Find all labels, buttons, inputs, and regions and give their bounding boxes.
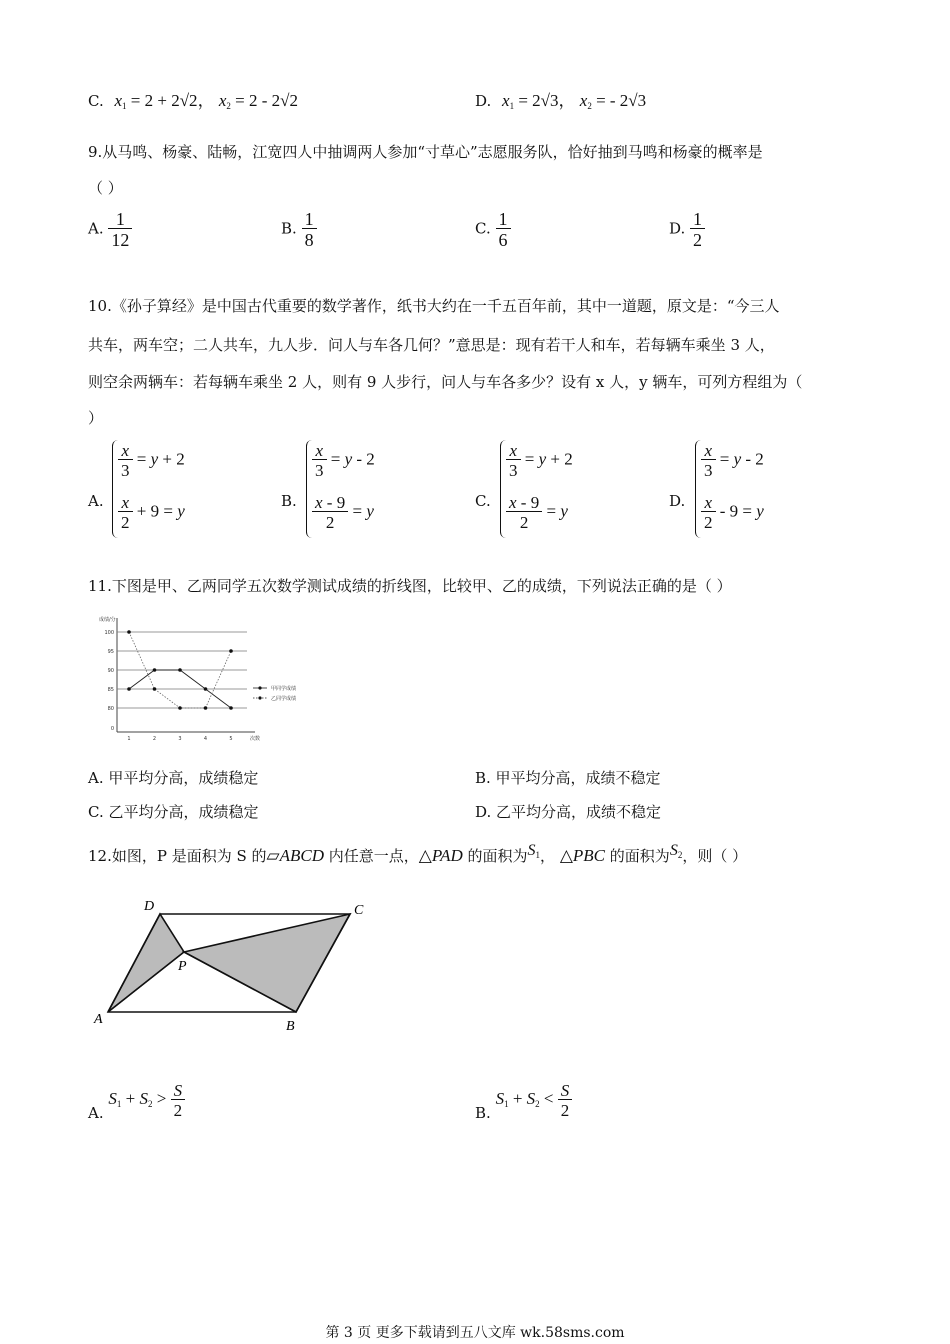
triangle-pad-shaded bbox=[108, 914, 184, 1012]
y-tick-label: 80 bbox=[107, 706, 114, 712]
q10-option-a bbox=[88, 492, 104, 510]
triangle-pbc: △PBC bbox=[559, 846, 606, 865]
y-tick-label: 95 bbox=[107, 649, 114, 655]
x-axis-label: 次数 bbox=[250, 736, 261, 742]
option-label: D. bbox=[669, 219, 686, 238]
x-tick-label: 3 bbox=[178, 736, 182, 742]
q12-option-b bbox=[475, 1081, 572, 1123]
page-footer: 第 3 页 更多下载请到五八文库 wk.58sms.com bbox=[325, 1325, 625, 1341]
option-label: B. bbox=[281, 492, 297, 510]
parallelogram-figure bbox=[88, 892, 378, 1037]
legend-marker bbox=[258, 686, 261, 689]
option-label: B. bbox=[475, 1104, 491, 1123]
fraction bbox=[690, 210, 705, 249]
fraction bbox=[108, 210, 132, 249]
vertex-label-c: C bbox=[354, 903, 364, 918]
option-label: B. bbox=[281, 219, 297, 238]
data-point bbox=[153, 668, 157, 672]
y-tick-label: 90 bbox=[107, 668, 114, 674]
numerator: 1 bbox=[693, 209, 703, 229]
q10-option-c bbox=[475, 492, 491, 510]
option-label: A. bbox=[88, 219, 104, 238]
q10-c-equation-1: $\frac{x}{3}$ = y + 2 bbox=[506, 442, 573, 479]
q10-b-equation-1: $\frac{x}{3}$ = y - 2 bbox=[312, 442, 375, 479]
q10-line-1: 10.《孙子算经》是中国古代重要的数学著作，纸书大约在一千五百年前，其中一道题，原文是：“今三人 bbox=[88, 297, 780, 315]
q11-option-a: A. 甲平均分高，成绩稳定 bbox=[88, 769, 259, 787]
denominator: 6 bbox=[496, 228, 511, 249]
data-point bbox=[229, 706, 233, 710]
q12-text: ，则（ ） bbox=[682, 847, 748, 865]
option-label: D. bbox=[669, 492, 686, 510]
data-point bbox=[204, 687, 208, 691]
data-point bbox=[229, 649, 233, 653]
q10-d-equation-2: $\frac{x}{2}$ - 9 = y bbox=[701, 494, 764, 531]
x-tick-label: 4 bbox=[203, 736, 208, 742]
option-label: D. bbox=[475, 92, 492, 110]
s2-symbol: $S_2$ bbox=[669, 842, 683, 860]
line-chart bbox=[95, 612, 335, 747]
data-point bbox=[204, 706, 208, 710]
x-tick-label: 1 bbox=[127, 736, 131, 742]
y-tick-label: 85 bbox=[107, 687, 114, 693]
q8-d-expression: $x_1 = 2√3$， $x_2$ = - 2√3 bbox=[502, 91, 647, 111]
q12-text: 12.如图，P 是面积为 S 的 bbox=[88, 847, 267, 865]
x-tick-label: 5 bbox=[229, 736, 233, 742]
data-point bbox=[127, 687, 131, 691]
y-tick-label: 100 bbox=[104, 630, 114, 636]
q9-line-1: 9.从马鸣、杨豪、陆畅，江宽四人中抽调两人参加“寸草心”志愿服务队，恰好抽到马鸣和杨豪的概率是 bbox=[88, 143, 763, 161]
q9-option-a bbox=[88, 210, 132, 249]
q10-d-equation-1: $\frac{x}{3}$ = y - 2 bbox=[701, 442, 764, 479]
triangle-pad: △PAD bbox=[418, 846, 463, 865]
q10-option-d bbox=[669, 492, 685, 510]
point-label-p: P bbox=[178, 959, 187, 974]
option-label: C. bbox=[475, 219, 491, 238]
option-label: C. bbox=[475, 492, 491, 510]
vertex-label-b: B bbox=[286, 1019, 295, 1034]
q10-line-2: 共车，两车空；二人共车，九人步．问人与车各几何？”意思是：现有若干人和车，若每辆车乘坐 3 人， bbox=[88, 336, 775, 354]
vertex-label-d: D bbox=[144, 899, 155, 914]
legend-marker bbox=[258, 696, 261, 699]
q11-line-1: 11.下图是甲、乙两同学五次数学测试成绩的折线图，比较甲、乙的成绩，下列说法正确的是（ ） bbox=[88, 577, 732, 595]
q12-text: 的面积为 bbox=[609, 847, 670, 865]
y-tick-label: 0 bbox=[110, 726, 114, 732]
q10-a-equation-2: $\frac{x}{2}$ + 9 = y bbox=[118, 494, 185, 531]
q11-option-d: D. 乙平均分高，成绩不稳定 bbox=[475, 803, 662, 821]
q10-a-equation-1: $\frac{x}{3}$ = y + 2 bbox=[118, 442, 185, 479]
denominator: 8 bbox=[302, 228, 317, 249]
q10-line-4: ） bbox=[88, 409, 104, 427]
q8-option-d bbox=[475, 86, 646, 111]
q9-option-c bbox=[475, 210, 511, 249]
vertex-label-a: A bbox=[94, 1012, 103, 1027]
x-tick-label: 2 bbox=[152, 736, 157, 742]
denominator: 12 bbox=[108, 228, 132, 249]
triangle-pbc-shaded bbox=[184, 914, 350, 1012]
y-axis-label: 成绩/分 bbox=[99, 617, 116, 623]
parallelogram-abcd: ▱ABCD bbox=[266, 846, 324, 865]
q9-line-2: （ ） bbox=[88, 179, 123, 197]
denominator: 2 bbox=[690, 228, 705, 249]
q11-option-b: B. 甲平均分高，成绩不稳定 bbox=[475, 769, 661, 787]
q12-b-inequality: $S_1 + S_2$ < $\frac{S}{2}$ bbox=[496, 1089, 573, 1108]
q8-c-expression: $x_1 = 2 + 2√2$， $x_2 = 2 - 2√2$ bbox=[114, 91, 298, 111]
data-point bbox=[178, 668, 182, 672]
q10-option-b bbox=[281, 492, 297, 510]
numerator: 1 bbox=[304, 209, 314, 229]
option-label: C. bbox=[88, 92, 104, 110]
q12-text: 内任意一点， bbox=[328, 847, 419, 865]
q9-option-b bbox=[281, 210, 317, 249]
data-point bbox=[153, 687, 157, 691]
q8-option-c bbox=[88, 86, 298, 111]
fraction bbox=[302, 210, 317, 249]
legend-label: 乙同学成绩 bbox=[271, 696, 297, 702]
q12-line-1 bbox=[88, 842, 748, 866]
option-label: A. bbox=[88, 492, 104, 510]
q12-text: 的面积为 bbox=[467, 847, 528, 865]
numerator: 1 bbox=[498, 209, 508, 229]
data-point bbox=[178, 706, 182, 710]
q10-b-equation-2: $\frac{x - 9}{2}$ = y bbox=[312, 494, 374, 531]
q12-option-a bbox=[88, 1081, 185, 1123]
numerator: 1 bbox=[115, 209, 125, 229]
q12-text: ， bbox=[540, 847, 556, 865]
option-label: A. bbox=[88, 1104, 104, 1123]
q10-line-3: 则空余两辆车：若每辆车乘坐 2 人，则有 9 人步行，问人与车各多少？设有 x 人，y 辆车，可列方程组为（ bbox=[88, 373, 803, 391]
fraction bbox=[496, 210, 511, 249]
q12-a-inequality: $S_1 + S_2$ > $\frac{S}{2}$ bbox=[108, 1089, 185, 1108]
q9-option-d bbox=[669, 210, 705, 249]
q10-c-equation-2: $\frac{x - 9}{2}$ = y bbox=[506, 494, 568, 531]
legend-label: 甲同学成绩 bbox=[271, 686, 297, 692]
s1-symbol: $S_1$ bbox=[527, 842, 541, 860]
q11-option-c: C. 乙平均分高，成绩稳定 bbox=[88, 803, 259, 821]
data-point bbox=[127, 630, 131, 634]
